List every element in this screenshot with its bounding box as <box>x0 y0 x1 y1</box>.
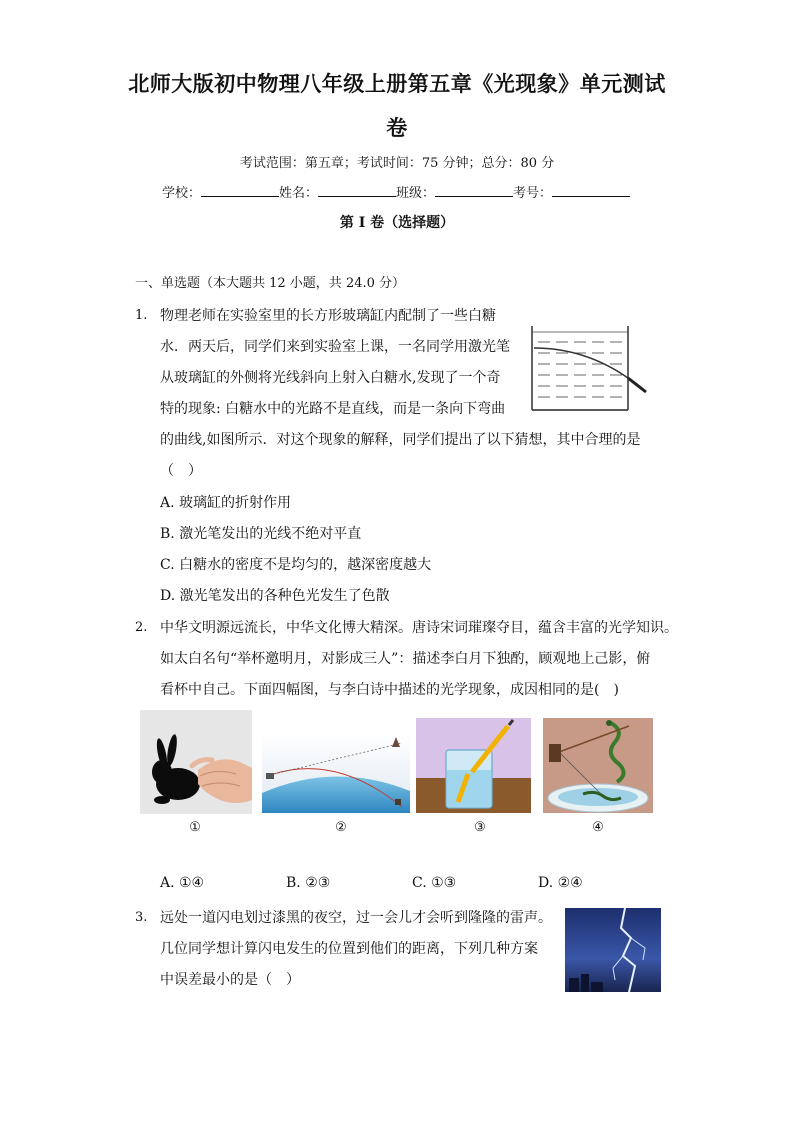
lightning-photo-figure <box>565 908 661 992</box>
question-2-option-c[interactable]: C. ①③ <box>412 875 457 891</box>
figure-label-2: ② <box>335 820 347 835</box>
question-1-option-b[interactable]: B. 激光笔发出的光线不绝对平直 <box>160 526 362 542</box>
name-blank <box>318 185 396 197</box>
spear-fishing-snake-figure <box>543 718 653 813</box>
earth-curvature-light-figure <box>262 733 410 813</box>
question-1-option-a[interactable]: A. 玻璃缸的折射作用 <box>160 495 292 511</box>
question-2-option-d[interactable]: D. ②④ <box>538 875 583 891</box>
pencil-in-water-figure <box>416 718 531 813</box>
figure-label-4: ④ <box>592 820 604 835</box>
part-title: 第 I 卷（选择题） <box>339 215 455 231</box>
figure-label-3: ③ <box>474 820 486 835</box>
question-2-line: 看杯中自己。下面四幅图，与李白诗中描述的光学现象，成因相同的是( ) <box>160 682 619 698</box>
question-1-line: 水．两天后，同学们来到实验室上课，一名同学用激光笔 <box>160 339 510 355</box>
question-3-line: 几位同学想计算闪电发生的位置到他们的距离，下列几种方案 <box>160 941 538 957</box>
name-label: 姓名： <box>279 186 319 201</box>
section-heading: 一、单选题（本大题共 12 小题，共 24.0 分） <box>135 276 406 291</box>
exam-no-blank <box>552 185 630 197</box>
question-1-option-d[interactable]: D. 激光笔发出的各种色光发生了色散 <box>160 588 390 604</box>
exam-info: 考试范围：第五章；考试时间：75 分钟；总分：80 分 <box>239 156 555 171</box>
class-label: 班级： <box>396 186 436 201</box>
question-1-line: 的曲线,如图所示．对这个现象的解释，同学们提出了以下猜想，其中合理的是 <box>160 432 641 448</box>
question-3-line: 远处一道闪电划过漆黑的夜空，过一会儿才会听到隆隆的雷声。 <box>160 910 552 926</box>
school-label: 学校： <box>162 186 202 201</box>
question-1-option-c[interactable]: C. 白糖水的密度不是均匀的，越深密度越大 <box>160 557 432 573</box>
student-info-row <box>162 182 630 201</box>
hand-shadow-rabbit-figure <box>140 710 252 814</box>
question-1-number: 1. <box>135 308 148 323</box>
page-title-continued: 卷 <box>386 115 408 140</box>
exam-no-label: 考号： <box>513 186 553 201</box>
question-2-option-b[interactable]: B. ②③ <box>286 875 331 891</box>
question-2-option-a[interactable]: A. ①④ <box>160 875 205 891</box>
page-title: 北师大版初中物理八年级上册第五章《光现象》单元测试 <box>128 71 666 96</box>
question-1-line: （ ） <box>160 463 202 479</box>
question-3-line: 中误差最小的是（ ） <box>160 972 300 988</box>
question-1-line: 特的现象: 白糖水中的光路不是直线，而是一条向下弯曲 <box>160 401 506 417</box>
figure-label-1: ① <box>189 820 201 835</box>
question-2-line: 如太白名句“举杯邀明月，对影成三人”：描述李白月下独酌，顾观地上己影，俯 <box>160 651 651 667</box>
school-blank <box>201 185 279 197</box>
question-1-line: 物理老师在实验室里的长方形玻璃缸内配制了一些白糖 <box>160 308 496 324</box>
question-1-line: 从玻璃缸的外侧将光线斜向上射入白糖水,发现了一个奇 <box>160 370 501 386</box>
sugar-water-tank-figure <box>530 322 650 414</box>
question-2-number: 2. <box>135 620 148 635</box>
question-2-line: 中华文明源远流长，中华文化博大精深。唐诗宋词璀璨夺目，蕴含丰富的光学知识。 <box>160 620 678 636</box>
question-3-number: 3. <box>135 910 148 925</box>
class-blank <box>435 185 513 197</box>
